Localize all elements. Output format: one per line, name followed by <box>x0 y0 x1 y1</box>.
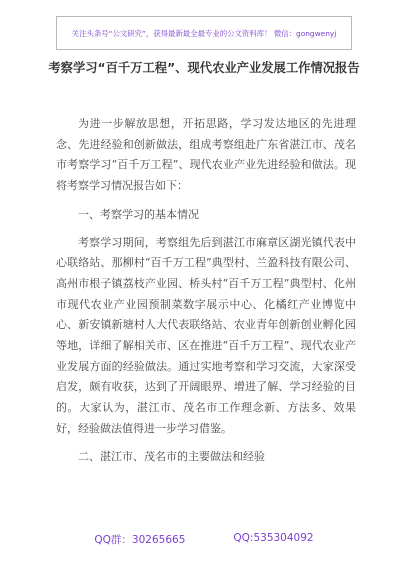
intro-paragraph: 为进一步解放思想，开拓思路，学习发达地区的先进理念、先进经验和创新做法，组成考察组赴广东省湛江市、茂名市考察学习“百千万工程”、现代农业产业先进经验和做法。现将考察学习情况报告如下： <box>56 117 356 193</box>
header-banner: 关注头条号“公文研究”，获得最新最全最专业的公文资料库！ 微信：gongwenyj <box>56 16 352 50</box>
footer-qq: QQ:535304092 <box>233 532 314 544</box>
document-body <box>56 114 356 467</box>
section-heading-2: 二、湛江市、茂名市的主要做法和经验 <box>78 449 265 463</box>
section-heading-1: 一、考察学习的基本情况 <box>78 207 199 221</box>
document-title: 考察学习“百千万工程”、现代农业产业发展工作情况报告 <box>48 61 360 75</box>
section-paragraph-1: 考察学习期间，考察组先后到湛江市麻章区湖光镇代表中心联络站、那柳村“百千万工程”典型村、兰盈科技有限公司、高州市根子镇荔枝产业园、桥头村“百千万工程”典型村、化州市现代农业产业园预制菜数字展示中心、化橘红产业博览中心、新安镇新塘村人大代表联络站、农业青年创新创业孵化园等地，详细了解相关市、区在推进“百千万工程”、现代农业产业发展方面的经验做法。通过实地考察和学习交流，大家深受启发，颇有收获，达到了开阔眼界、增进了解、学习经验的目的。大家认为，湛江市、茂名市工作理念新、方法多、效果好，经验做法值得进一步学习借鉴。 <box>56 235 356 435</box>
footer-qq-group: QQ群：30265665 <box>94 534 186 546</box>
footer-contact <box>0 532 408 547</box>
